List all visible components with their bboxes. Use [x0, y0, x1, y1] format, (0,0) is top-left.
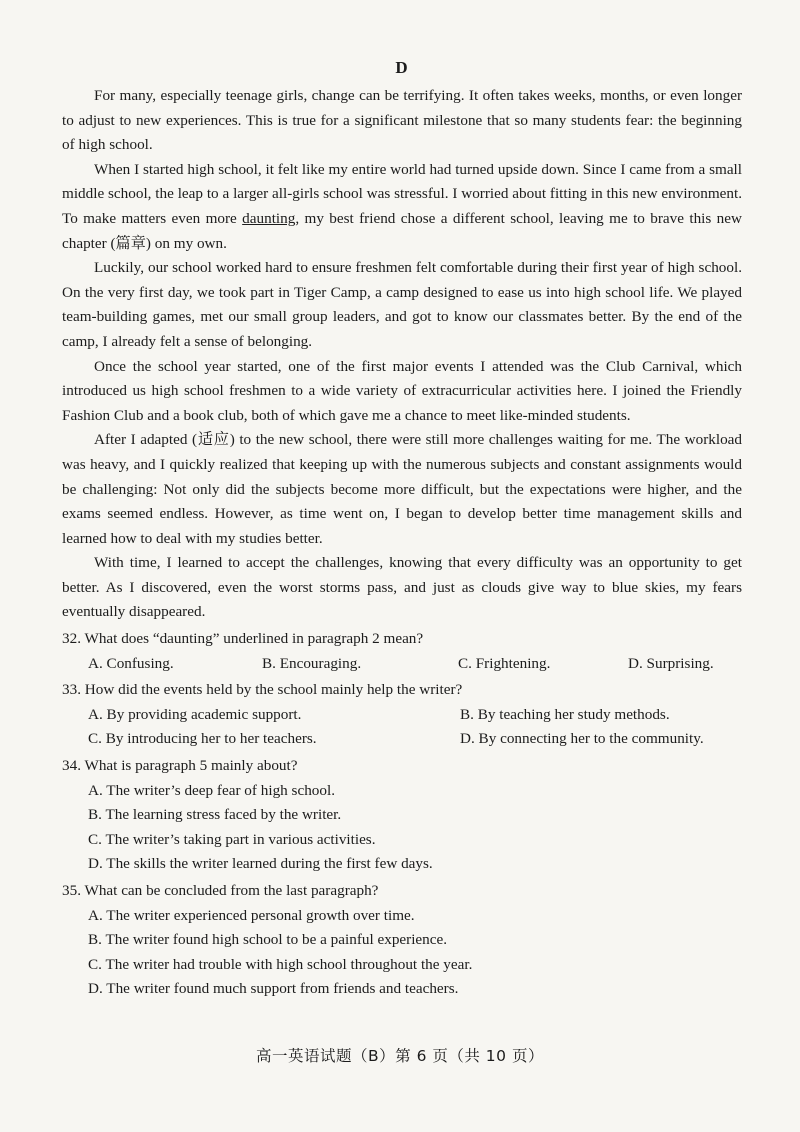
option-b: B. The writer found high school to be a painful experience.: [88, 931, 448, 949]
option-c: C. The writer’s taking part in various activities.: [88, 830, 376, 848]
page-footer: 高一英语试题（B）第 6 页（共 10 页）: [256, 1047, 544, 1065]
question-32: [62, 627, 742, 676]
options: [62, 652, 742, 677]
option-d: D. The writer found much support from friends and teachers.: [88, 980, 459, 998]
option-a: A. By providing academic support.: [88, 705, 302, 723]
options: [62, 703, 742, 752]
question-33: [62, 678, 742, 752]
question-stem: 34. What is paragraph 5 mainly about?: [62, 757, 298, 775]
underlined-word: daunting: [242, 209, 296, 227]
question-stem: 32. What does “daunting” underlined in paragraph 2 mean?: [62, 630, 424, 648]
paragraph-2: [62, 158, 742, 256]
question-stem: 35. What can be concluded from the last paragraph?: [62, 882, 379, 899]
option-c: C. Frightening.: [458, 654, 551, 672]
question-35: [62, 879, 742, 1002]
paragraph-1: For many, especially teenage girls, change can be terrifying. It often takes weeks, months, or even longer to adjust to new experiences. This is true for a significant milestone that so many students fear: the beginning of high school.: [62, 87, 742, 154]
paragraph-5: After I adapted (适应) to the new school, there were still more challenges waiting for me. The workload was heavy, and I quickly realized that keeping up with the numerous subjects and constant assignments would be challenging: Not only did the subjects become more difficult, but the expectations were higher, and the exams seemed endless. However, as time went on, I began to develop better time management skills and learned how to deal with my studies better.: [62, 431, 742, 547]
options: [62, 779, 742, 877]
exam-page: [62, 58, 742, 1002]
paragraph-6: With time, I learned to accept the challenges, knowing that every difficulty was an opportunity to get better. As I discovered, even the worst storms pass, and just as clouds give way to blue skies, my fears eventually disappeared.: [62, 554, 742, 621]
option-c: C. By introducing her to her teachers.: [88, 730, 317, 748]
section-title: D: [395, 58, 409, 77]
paragraph-4: Once the school year started, one of the first major events I attended was the Club Carnival, which introduced us high school freshmen to a wide variety of extracurricular activities here. I joined the Friendly Fashion Club and a book club, both of which gave me a chance to meet like-minded students.: [62, 357, 742, 424]
question-stem: 33. How did the events held by the school mainly help the writer?: [62, 681, 463, 699]
option-b: B. By teaching her study methods.: [460, 705, 670, 723]
option-b: B. Encouraging.: [262, 654, 362, 672]
option-d: D. By connecting her to the community.: [460, 730, 704, 748]
option-a: A. The writer’s deep fear of high school.: [88, 781, 336, 799]
option-a: A. Confusing.: [88, 654, 174, 672]
option-b: B. The learning stress faced by the writer.: [88, 806, 342, 824]
paragraph-3: Luckily, our school worked hard to ensure freshmen felt comfortable during their first year of high school. On the very first day, we took part in Tiger Camp, a camp designed to ease us into high school life. We played team-building games, met our small group leaders, and got to know our classmates better. By the end of the camp, I already felt a sense of belonging.: [62, 259, 742, 350]
question-34: [62, 754, 742, 877]
option-a: A. The writer experienced personal growth over time.: [88, 906, 415, 924]
paragraph-2-text-b: , my best friend chose a different school, leaving me to brave this new chapter (篇章) on my own.: [62, 209, 742, 252]
paragraph-2-text-a: When I started high school, it felt like my entire world had turned upside down. Since I came from a small middle school, the leap to a larger all-girls school was stressful. I worried about fitting in this new environment. To make matters even more: [62, 160, 742, 227]
options: [62, 904, 742, 1002]
option-d: D. Surprising.: [628, 654, 714, 672]
option-d: D. The skills the writer learned during the first few days.: [88, 855, 433, 873]
option-c: C. The writer had trouble with high school throughout the year.: [88, 955, 473, 973]
